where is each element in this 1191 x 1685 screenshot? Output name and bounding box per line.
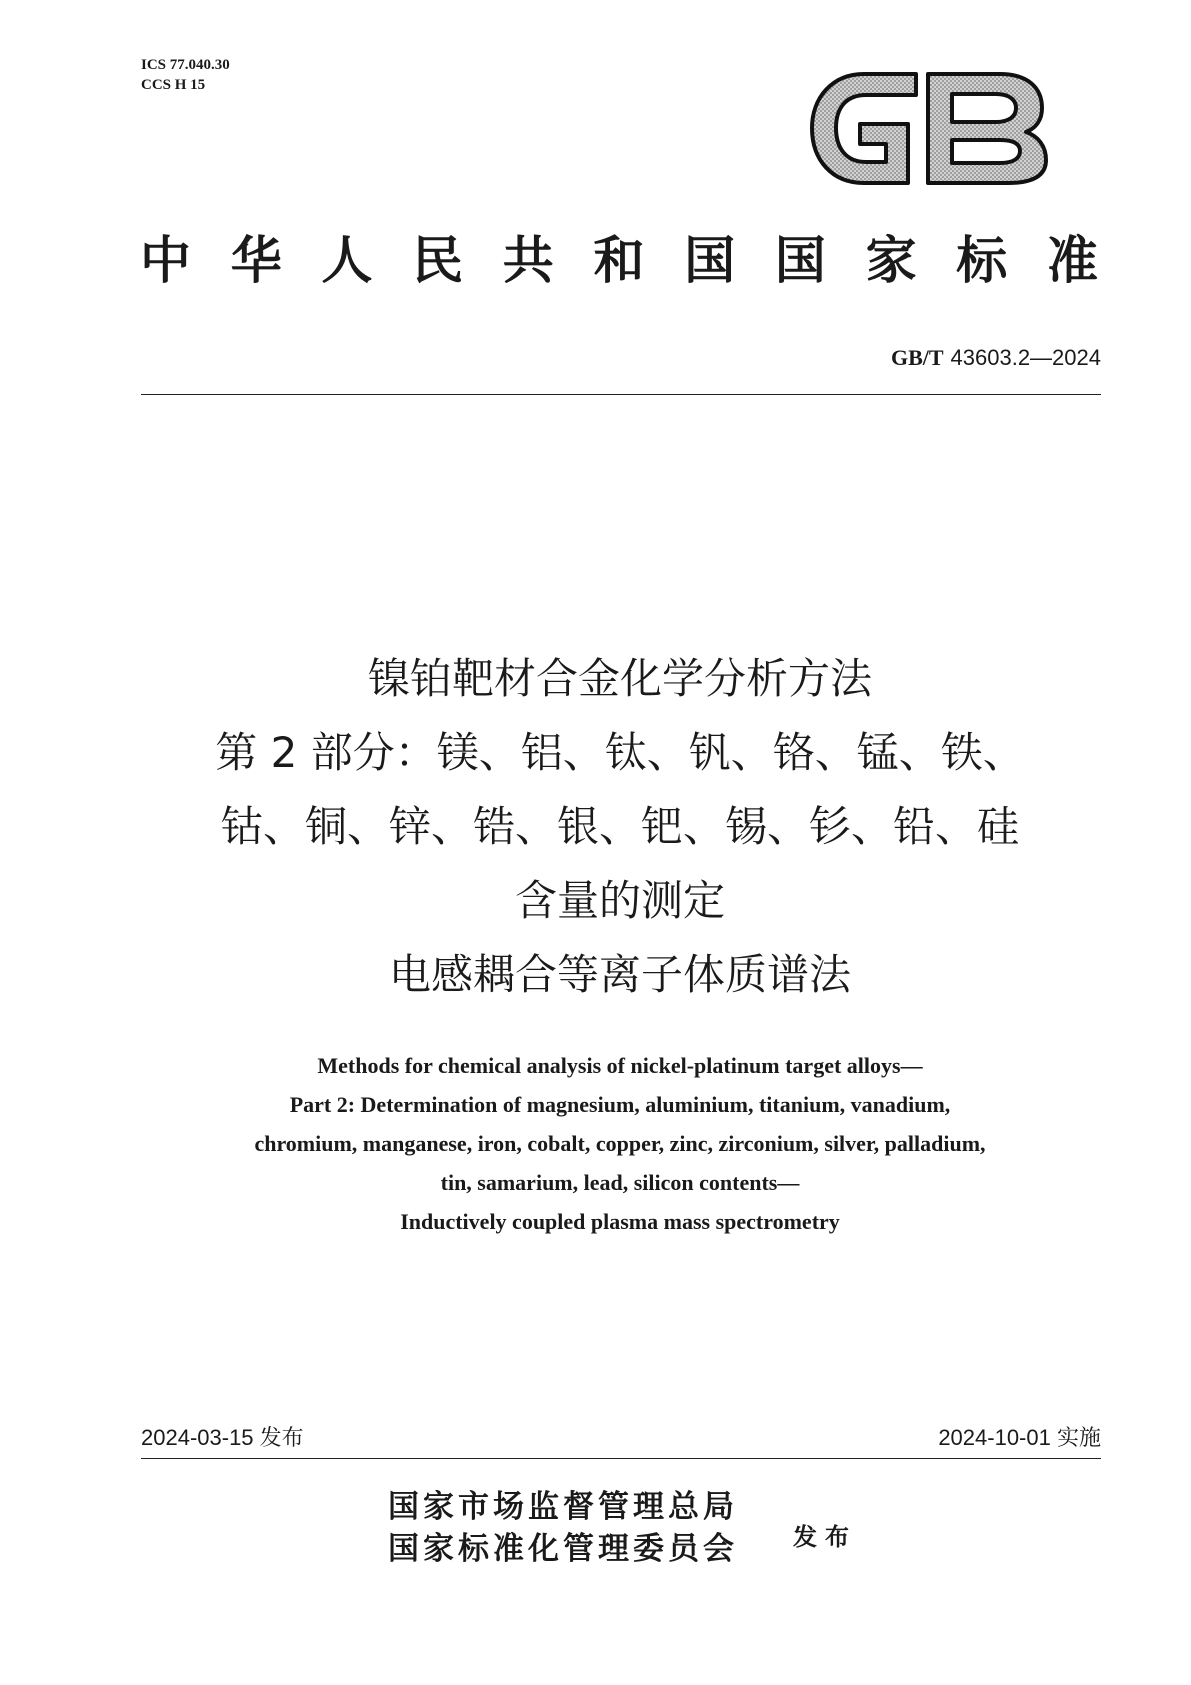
gb-logo-icon — [804, 66, 1050, 191]
title-zh-line: 钴、铜、锌、锆、银、钯、锡、钐、铅、硅 — [220, 802, 1019, 851]
issue-date: 2024-03-15 发布 — [141, 1425, 304, 1450]
national-standard-title: 中华人民共和国国家标准 — [140, 231, 1100, 291]
title-en-line: chromium, manganese, iron, cobalt, copper, zinc, zirconium, silver, palladium, — [254, 1131, 986, 1156]
footer-rule — [141, 1458, 1101, 1459]
implementation-date: 2024-10-01 实施 — [938, 1425, 1101, 1450]
title-en-line: tin, samarium, lead, silicon contents— — [440, 1170, 800, 1195]
title-en-line: Methods for chemical analysis of nickel-platinum target alloys— — [317, 1053, 923, 1078]
publish-label: 发布 — [793, 1522, 857, 1551]
standard-number — [891, 344, 1101, 373]
title-zh-line: 含量的测定 — [514, 876, 725, 925]
title-en — [100, 1046, 1140, 1241]
issuer-samr: 国家市场监督管理总局 — [388, 1489, 738, 1525]
title-en-line: Inductively coupled plasma mass spectrometry — [400, 1209, 840, 1234]
title-zh-line: 电感耦合等离子体质谱法 — [388, 950, 851, 999]
ccs-code: CCS H 15 — [141, 77, 206, 93]
standard-prefix: GB/T — [890, 345, 944, 370]
header-rule — [141, 394, 1101, 395]
title-en-line: Part 2: Determination of magnesium, aluminium, titanium, vanadium, — [289, 1092, 951, 1117]
title-zh-line: 第 2 部分：镁、铝、钛、钒、铬、锰、铁、 — [215, 728, 1025, 777]
title-zh — [100, 642, 1140, 1012]
ics-code: ICS 77.040.30 — [141, 57, 230, 73]
title-zh-line: 镍铂靶材合金化学分析方法 — [367, 654, 872, 703]
issuer-sac: 国家标准化管理委员会 — [388, 1531, 738, 1567]
standard-code: 43603.2—2024 — [950, 345, 1101, 370]
